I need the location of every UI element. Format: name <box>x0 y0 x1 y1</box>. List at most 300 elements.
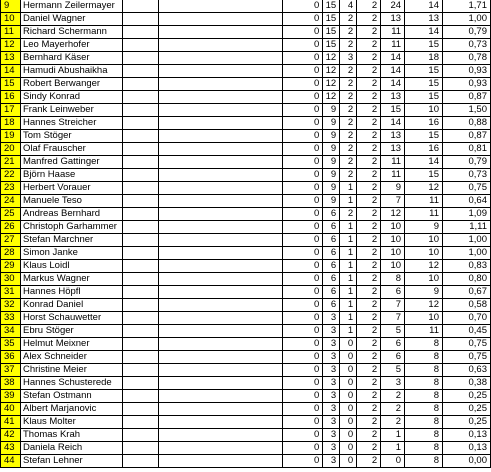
score-for-cell[interactable]: 13 <box>381 91 405 104</box>
player-name-cell[interactable]: Robert Berwanger <box>20 78 122 91</box>
wins-cell[interactable]: 1 <box>340 182 357 195</box>
score-for-cell[interactable]: 10 <box>381 221 405 234</box>
empty-cell[interactable] <box>158 312 283 325</box>
player-name-cell[interactable]: Markus Wagner <box>20 273 122 286</box>
score-for-cell[interactable]: 1 <box>381 442 405 455</box>
points-cell[interactable]: 3 <box>323 325 340 338</box>
score-for-cell[interactable]: 2 <box>381 403 405 416</box>
ratio-cell[interactable]: 0,78 <box>443 52 491 65</box>
wins-cell[interactable]: 2 <box>340 117 357 130</box>
player-name-cell[interactable]: Klaus Molter <box>20 416 122 429</box>
wins-cell[interactable]: 0 <box>340 390 357 403</box>
ratio-cell[interactable]: 0,80 <box>443 273 491 286</box>
score-against-cell[interactable]: 8 <box>405 338 443 351</box>
empty-cell[interactable] <box>122 234 158 247</box>
zero-cell[interactable]: 0 <box>283 247 323 260</box>
points-cell[interactable]: 9 <box>323 130 340 143</box>
zero-cell[interactable]: 0 <box>283 91 323 104</box>
ratio-cell[interactable]: 0,13 <box>443 429 491 442</box>
wins-cell[interactable]: 4 <box>340 0 357 13</box>
ratio-cell[interactable]: 0,79 <box>443 26 491 39</box>
points-cell[interactable]: 6 <box>323 221 340 234</box>
games-cell[interactable]: 2 <box>357 156 381 169</box>
score-against-cell[interactable]: 18 <box>405 52 443 65</box>
score-against-cell[interactable]: 10 <box>405 104 443 117</box>
score-against-cell[interactable]: 16 <box>405 143 443 156</box>
zero-cell[interactable]: 0 <box>283 364 323 377</box>
empty-cell[interactable] <box>122 0 158 13</box>
points-cell[interactable]: 9 <box>323 182 340 195</box>
empty-cell[interactable] <box>122 299 158 312</box>
empty-cell[interactable] <box>122 182 158 195</box>
ratio-cell[interactable]: 0,58 <box>443 299 491 312</box>
score-against-cell[interactable]: 9 <box>405 286 443 299</box>
empty-cell[interactable] <box>122 403 158 416</box>
empty-cell[interactable] <box>122 377 158 390</box>
empty-cell[interactable] <box>158 91 283 104</box>
games-cell[interactable]: 2 <box>357 325 381 338</box>
wins-cell[interactable]: 0 <box>340 429 357 442</box>
games-cell[interactable]: 2 <box>357 390 381 403</box>
score-against-cell[interactable]: 8 <box>405 455 443 468</box>
games-cell[interactable]: 2 <box>357 78 381 91</box>
zero-cell[interactable]: 0 <box>283 39 323 52</box>
empty-cell[interactable] <box>158 0 283 13</box>
points-cell[interactable]: 3 <box>323 364 340 377</box>
points-cell[interactable]: 3 <box>323 455 340 468</box>
games-cell[interactable]: 2 <box>357 338 381 351</box>
empty-cell[interactable] <box>122 429 158 442</box>
score-against-cell[interactable]: 8 <box>405 442 443 455</box>
score-against-cell[interactable]: 16 <box>405 117 443 130</box>
score-against-cell[interactable]: 15 <box>405 65 443 78</box>
empty-cell[interactable] <box>158 247 283 260</box>
player-name-cell[interactable]: Klaus Loidl <box>20 260 122 273</box>
points-cell[interactable]: 9 <box>323 156 340 169</box>
games-cell[interactable]: 2 <box>357 91 381 104</box>
player-name-cell[interactable]: Stefan Marchner <box>20 234 122 247</box>
points-cell[interactable]: 3 <box>323 416 340 429</box>
games-cell[interactable]: 2 <box>357 0 381 13</box>
games-cell[interactable]: 2 <box>357 130 381 143</box>
wins-cell[interactable]: 1 <box>340 234 357 247</box>
games-cell[interactable]: 2 <box>357 104 381 117</box>
games-cell[interactable]: 2 <box>357 455 381 468</box>
zero-cell[interactable]: 0 <box>283 26 323 39</box>
zero-cell[interactable]: 0 <box>283 403 323 416</box>
wins-cell[interactable]: 2 <box>340 169 357 182</box>
empty-cell[interactable] <box>122 195 158 208</box>
ratio-cell[interactable]: 0,25 <box>443 403 491 416</box>
wins-cell[interactable]: 2 <box>340 130 357 143</box>
rank-cell[interactable]: 34 <box>1 325 21 338</box>
ratio-cell[interactable]: 0,25 <box>443 390 491 403</box>
rank-cell[interactable]: 29 <box>1 260 21 273</box>
empty-cell[interactable] <box>122 143 158 156</box>
games-cell[interactable]: 2 <box>357 377 381 390</box>
points-cell[interactable]: 9 <box>323 117 340 130</box>
player-name-cell[interactable]: Daniel Wagner <box>20 13 122 26</box>
player-name-cell[interactable]: Herbert Vorauer <box>20 182 122 195</box>
ratio-cell[interactable]: 0,67 <box>443 286 491 299</box>
player-name-cell[interactable]: Albert Marjanovic <box>20 403 122 416</box>
score-for-cell[interactable]: 6 <box>381 338 405 351</box>
zero-cell[interactable]: 0 <box>283 286 323 299</box>
ratio-cell[interactable]: 0,83 <box>443 260 491 273</box>
ratio-cell[interactable]: 0,79 <box>443 156 491 169</box>
player-name-cell[interactable]: Sindy Konrad <box>20 91 122 104</box>
ratio-cell[interactable]: 1,00 <box>443 234 491 247</box>
points-cell[interactable]: 12 <box>323 52 340 65</box>
rank-cell[interactable]: 16 <box>1 91 21 104</box>
zero-cell[interactable]: 0 <box>283 130 323 143</box>
player-name-cell[interactable]: Olaf Frauscher <box>20 143 122 156</box>
score-for-cell[interactable]: 14 <box>381 117 405 130</box>
games-cell[interactable]: 2 <box>357 195 381 208</box>
zero-cell[interactable]: 0 <box>283 78 323 91</box>
empty-cell[interactable] <box>158 234 283 247</box>
empty-cell[interactable] <box>122 416 158 429</box>
ratio-cell[interactable]: 1,11 <box>443 221 491 234</box>
ratio-cell[interactable]: 0,45 <box>443 325 491 338</box>
rank-cell[interactable]: 13 <box>1 52 21 65</box>
player-name-cell[interactable]: Alex Schneider <box>20 351 122 364</box>
wins-cell[interactable]: 0 <box>340 377 357 390</box>
zero-cell[interactable]: 0 <box>283 390 323 403</box>
rank-cell[interactable]: 33 <box>1 312 21 325</box>
score-against-cell[interactable]: 15 <box>405 130 443 143</box>
empty-cell[interactable] <box>122 39 158 52</box>
empty-cell[interactable] <box>158 273 283 286</box>
wins-cell[interactable]: 1 <box>340 273 357 286</box>
zero-cell[interactable]: 0 <box>283 429 323 442</box>
wins-cell[interactable]: 2 <box>340 104 357 117</box>
score-for-cell[interactable]: 7 <box>381 299 405 312</box>
score-against-cell[interactable]: 15 <box>405 39 443 52</box>
zero-cell[interactable]: 0 <box>283 169 323 182</box>
score-against-cell[interactable]: 12 <box>405 260 443 273</box>
empty-cell[interactable] <box>122 273 158 286</box>
ratio-cell[interactable]: 0,93 <box>443 78 491 91</box>
score-against-cell[interactable]: 15 <box>405 169 443 182</box>
empty-cell[interactable] <box>158 286 283 299</box>
wins-cell[interactable]: 1 <box>340 299 357 312</box>
games-cell[interactable]: 2 <box>357 299 381 312</box>
player-name-cell[interactable]: Manuele Teso <box>20 195 122 208</box>
games-cell[interactable]: 2 <box>357 39 381 52</box>
empty-cell[interactable] <box>122 91 158 104</box>
ratio-cell[interactable]: 1,00 <box>443 13 491 26</box>
games-cell[interactable]: 2 <box>357 65 381 78</box>
ratio-cell[interactable]: 0,81 <box>443 143 491 156</box>
empty-cell[interactable] <box>122 455 158 468</box>
games-cell[interactable]: 2 <box>357 403 381 416</box>
ratio-cell[interactable]: 0,64 <box>443 195 491 208</box>
points-cell[interactable]: 3 <box>323 442 340 455</box>
player-name-cell[interactable]: Konrad Daniel <box>20 299 122 312</box>
rank-cell[interactable]: 24 <box>1 195 21 208</box>
empty-cell[interactable] <box>122 351 158 364</box>
wins-cell[interactable]: 2 <box>340 13 357 26</box>
rank-cell[interactable]: 21 <box>1 156 21 169</box>
rank-cell[interactable]: 32 <box>1 299 21 312</box>
empty-cell[interactable] <box>158 195 283 208</box>
score-for-cell[interactable]: 14 <box>381 78 405 91</box>
rank-cell[interactable]: 40 <box>1 403 21 416</box>
empty-cell[interactable] <box>122 247 158 260</box>
ratio-cell[interactable]: 0,75 <box>443 351 491 364</box>
games-cell[interactable]: 2 <box>357 416 381 429</box>
points-cell[interactable]: 3 <box>323 377 340 390</box>
rank-cell[interactable]: 35 <box>1 338 21 351</box>
empty-cell[interactable] <box>122 260 158 273</box>
rank-cell[interactable]: 26 <box>1 221 21 234</box>
score-for-cell[interactable]: 13 <box>381 130 405 143</box>
points-cell[interactable]: 9 <box>323 169 340 182</box>
games-cell[interactable]: 2 <box>357 351 381 364</box>
empty-cell[interactable] <box>122 169 158 182</box>
score-for-cell[interactable]: 7 <box>381 312 405 325</box>
empty-cell[interactable] <box>122 130 158 143</box>
zero-cell[interactable]: 0 <box>283 312 323 325</box>
zero-cell[interactable]: 0 <box>283 65 323 78</box>
rank-cell[interactable]: 18 <box>1 117 21 130</box>
score-against-cell[interactable]: 10 <box>405 273 443 286</box>
points-cell[interactable]: 12 <box>323 91 340 104</box>
zero-cell[interactable]: 0 <box>283 455 323 468</box>
points-cell[interactable]: 6 <box>323 299 340 312</box>
rank-cell[interactable]: 22 <box>1 169 21 182</box>
score-for-cell[interactable]: 5 <box>381 364 405 377</box>
zero-cell[interactable]: 0 <box>283 273 323 286</box>
zero-cell[interactable]: 0 <box>283 208 323 221</box>
empty-cell[interactable] <box>158 377 283 390</box>
empty-cell[interactable] <box>158 169 283 182</box>
ratio-cell[interactable]: 1,71 <box>443 0 491 13</box>
wins-cell[interactable]: 2 <box>340 26 357 39</box>
empty-cell[interactable] <box>158 351 283 364</box>
empty-cell[interactable] <box>158 104 283 117</box>
wins-cell[interactable]: 0 <box>340 442 357 455</box>
zero-cell[interactable]: 0 <box>283 117 323 130</box>
rank-cell[interactable]: 19 <box>1 130 21 143</box>
score-against-cell[interactable]: 8 <box>405 351 443 364</box>
zero-cell[interactable]: 0 <box>283 416 323 429</box>
empty-cell[interactable] <box>158 208 283 221</box>
score-against-cell[interactable]: 8 <box>405 403 443 416</box>
games-cell[interactable]: 2 <box>357 117 381 130</box>
player-name-cell[interactable]: Hannes Höpfl <box>20 286 122 299</box>
rank-cell[interactable]: 14 <box>1 65 21 78</box>
zero-cell[interactable]: 0 <box>283 195 323 208</box>
games-cell[interactable]: 2 <box>357 429 381 442</box>
ratio-cell[interactable]: 0,70 <box>443 312 491 325</box>
score-for-cell[interactable]: 2 <box>381 416 405 429</box>
points-cell[interactable]: 15 <box>323 0 340 13</box>
player-name-cell[interactable]: Frank Leinweber <box>20 104 122 117</box>
player-name-cell[interactable]: Christoph Garhammer <box>20 221 122 234</box>
score-for-cell[interactable]: 11 <box>381 39 405 52</box>
score-against-cell[interactable]: 9 <box>405 221 443 234</box>
player-name-cell[interactable]: Björn Haase <box>20 169 122 182</box>
wins-cell[interactable]: 1 <box>340 325 357 338</box>
score-for-cell[interactable]: 0 <box>381 455 405 468</box>
player-name-cell[interactable]: Daniela Reich <box>20 442 122 455</box>
ratio-cell[interactable]: 0,13 <box>443 442 491 455</box>
zero-cell[interactable]: 0 <box>283 260 323 273</box>
score-for-cell[interactable]: 5 <box>381 325 405 338</box>
empty-cell[interactable] <box>158 65 283 78</box>
wins-cell[interactable]: 1 <box>340 221 357 234</box>
rank-cell[interactable]: 30 <box>1 273 21 286</box>
wins-cell[interactable]: 2 <box>340 143 357 156</box>
games-cell[interactable]: 2 <box>357 13 381 26</box>
wins-cell[interactable]: 1 <box>340 260 357 273</box>
wins-cell[interactable]: 2 <box>340 91 357 104</box>
empty-cell[interactable] <box>122 65 158 78</box>
wins-cell[interactable]: 2 <box>340 65 357 78</box>
rank-cell[interactable]: 31 <box>1 286 21 299</box>
empty-cell[interactable] <box>158 442 283 455</box>
player-name-cell[interactable]: Stefan Lehner <box>20 455 122 468</box>
wins-cell[interactable]: 1 <box>340 247 357 260</box>
score-for-cell[interactable]: 15 <box>381 104 405 117</box>
empty-cell[interactable] <box>158 325 283 338</box>
empty-cell[interactable] <box>158 338 283 351</box>
score-against-cell[interactable]: 8 <box>405 377 443 390</box>
empty-cell[interactable] <box>158 130 283 143</box>
zero-cell[interactable]: 0 <box>283 377 323 390</box>
games-cell[interactable]: 2 <box>357 52 381 65</box>
score-for-cell[interactable]: 3 <box>381 377 405 390</box>
score-for-cell[interactable]: 10 <box>381 260 405 273</box>
empty-cell[interactable] <box>158 26 283 39</box>
rank-cell[interactable]: 38 <box>1 377 21 390</box>
player-name-cell[interactable]: Bernhard Käser <box>20 52 122 65</box>
empty-cell[interactable] <box>158 182 283 195</box>
score-for-cell[interactable]: 13 <box>381 143 405 156</box>
empty-cell[interactable] <box>122 156 158 169</box>
empty-cell[interactable] <box>122 13 158 26</box>
score-for-cell[interactable]: 14 <box>381 65 405 78</box>
empty-cell[interactable] <box>158 39 283 52</box>
rank-cell[interactable]: 17 <box>1 104 21 117</box>
score-against-cell[interactable]: 12 <box>405 182 443 195</box>
games-cell[interactable]: 2 <box>357 364 381 377</box>
points-cell[interactable]: 3 <box>323 429 340 442</box>
score-against-cell[interactable]: 8 <box>405 429 443 442</box>
wins-cell[interactable]: 3 <box>340 52 357 65</box>
zero-cell[interactable]: 0 <box>283 351 323 364</box>
rank-cell[interactable]: 12 <box>1 39 21 52</box>
points-cell[interactable]: 15 <box>323 13 340 26</box>
empty-cell[interactable] <box>158 78 283 91</box>
empty-cell[interactable] <box>122 338 158 351</box>
rank-cell[interactable]: 23 <box>1 182 21 195</box>
score-against-cell[interactable]: 15 <box>405 78 443 91</box>
empty-cell[interactable] <box>158 13 283 26</box>
empty-cell[interactable] <box>122 52 158 65</box>
score-for-cell[interactable]: 13 <box>381 13 405 26</box>
wins-cell[interactable]: 0 <box>340 455 357 468</box>
zero-cell[interactable]: 0 <box>283 13 323 26</box>
player-name-cell[interactable]: Richard Schermann <box>20 26 122 39</box>
empty-cell[interactable] <box>158 52 283 65</box>
points-cell[interactable]: 3 <box>323 403 340 416</box>
games-cell[interactable]: 2 <box>357 312 381 325</box>
score-for-cell[interactable]: 6 <box>381 351 405 364</box>
empty-cell[interactable] <box>122 26 158 39</box>
games-cell[interactable]: 2 <box>357 247 381 260</box>
games-cell[interactable]: 2 <box>357 273 381 286</box>
zero-cell[interactable]: 0 <box>283 143 323 156</box>
zero-cell[interactable]: 0 <box>283 221 323 234</box>
ratio-cell[interactable]: 1,50 <box>443 104 491 117</box>
games-cell[interactable]: 2 <box>357 182 381 195</box>
score-against-cell[interactable]: 14 <box>405 26 443 39</box>
wins-cell[interactable]: 1 <box>340 195 357 208</box>
empty-cell[interactable] <box>158 260 283 273</box>
rank-cell[interactable]: 42 <box>1 429 21 442</box>
zero-cell[interactable]: 0 <box>283 104 323 117</box>
score-against-cell[interactable]: 12 <box>405 299 443 312</box>
empty-cell[interactable] <box>158 299 283 312</box>
empty-cell[interactable] <box>158 156 283 169</box>
rank-cell[interactable]: 36 <box>1 351 21 364</box>
score-against-cell[interactable]: 11 <box>405 325 443 338</box>
score-against-cell[interactable]: 11 <box>405 208 443 221</box>
ratio-cell[interactable]: 1,09 <box>443 208 491 221</box>
empty-cell[interactable] <box>122 325 158 338</box>
points-cell[interactable]: 9 <box>323 195 340 208</box>
games-cell[interactable]: 2 <box>357 26 381 39</box>
ratio-cell[interactable]: 1,00 <box>443 247 491 260</box>
score-for-cell[interactable]: 12 <box>381 208 405 221</box>
wins-cell[interactable]: 2 <box>340 39 357 52</box>
games-cell[interactable]: 2 <box>357 260 381 273</box>
rank-cell[interactable]: 9 <box>1 0 21 13</box>
ratio-cell[interactable]: 0,73 <box>443 169 491 182</box>
ratio-cell[interactable]: 0,75 <box>443 338 491 351</box>
zero-cell[interactable]: 0 <box>283 182 323 195</box>
wins-cell[interactable]: 0 <box>340 403 357 416</box>
rank-cell[interactable]: 27 <box>1 234 21 247</box>
empty-cell[interactable] <box>158 429 283 442</box>
score-for-cell[interactable]: 24 <box>381 0 405 13</box>
points-cell[interactable]: 3 <box>323 390 340 403</box>
empty-cell[interactable] <box>158 364 283 377</box>
score-against-cell[interactable]: 8 <box>405 416 443 429</box>
rank-cell[interactable]: 15 <box>1 78 21 91</box>
games-cell[interactable]: 2 <box>357 208 381 221</box>
rank-cell[interactable]: 28 <box>1 247 21 260</box>
points-cell[interactable]: 6 <box>323 273 340 286</box>
zero-cell[interactable]: 0 <box>283 234 323 247</box>
zero-cell[interactable]: 0 <box>283 52 323 65</box>
player-name-cell[interactable]: Hermann Zeilermayer <box>20 0 122 13</box>
wins-cell[interactable]: 2 <box>340 208 357 221</box>
zero-cell[interactable]: 0 <box>283 156 323 169</box>
empty-cell[interactable] <box>158 390 283 403</box>
points-cell[interactable]: 12 <box>323 78 340 91</box>
score-against-cell[interactable]: 14 <box>405 0 443 13</box>
player-name-cell[interactable]: Hamudi Abushaikha <box>20 65 122 78</box>
score-against-cell[interactable]: 13 <box>405 13 443 26</box>
ratio-cell[interactable]: 0,73 <box>443 39 491 52</box>
wins-cell[interactable]: 1 <box>340 312 357 325</box>
wins-cell[interactable]: 2 <box>340 156 357 169</box>
ratio-cell[interactable]: 0,87 <box>443 91 491 104</box>
